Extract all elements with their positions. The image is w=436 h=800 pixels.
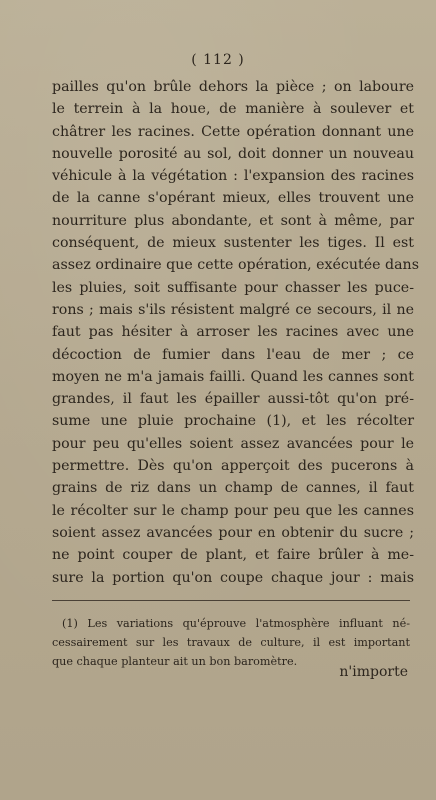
catchword: n'importe <box>339 664 408 680</box>
body-line: pailles qu'on brûle dehors la pièce ; on laboure <box>52 79 414 95</box>
body-line: rons ; mais s'ils résistent malgré ce secours, il ne <box>52 301 414 318</box>
body-line: sume une pluie prochaine (1), et les récolter <box>52 413 414 430</box>
body-line: ne point couper de plant, et faire brûler à me- <box>52 547 414 564</box>
body-line: assez ordinaire que cette opération, exécutée dans <box>52 257 419 274</box>
body-text <box>52 76 419 589</box>
footnote-line: (1) Les variations qu'éprouve l'atmosphère influant né- <box>62 617 410 630</box>
body-line: les pluies, soit suffisante pour chasser les puce- <box>52 279 414 296</box>
body-line: le terrein à la houe, de manière à soulever et <box>52 101 414 118</box>
body-line: décoction de fumier dans l'eau de mer ; ce <box>52 346 414 363</box>
body-line: le récolter sur le champ pour peu que les cannes <box>52 502 414 519</box>
footnote <box>52 614 410 671</box>
body-line: grains de riz dans un champ de cannes, il faut <box>52 480 414 497</box>
body-line: nourriture plus abondante, et sont à même, par <box>52 212 414 229</box>
body-line: faut pas hésiter à arroser les racines avec une <box>52 324 414 341</box>
body-line: de la canne s'opérant mieux, elles trouvent une <box>52 190 414 207</box>
body-line: grandes, il faut les épailler aussi-tôt qu'on pré- <box>52 391 414 408</box>
body-line: moyen ne m'a jamais failli. Quand les cannes sont <box>52 368 414 385</box>
footnote-line: cessairement sur les travaux de culture, il est important <box>52 636 410 649</box>
body-line: véhicule à la végétation : l'expansion des racines <box>52 168 414 185</box>
body-line: conséquent, de mieux sustenter les tiges. Il est <box>52 235 414 252</box>
footnote-divider <box>52 600 410 601</box>
page-number: ( 112 ) <box>191 52 245 68</box>
body-line: sure la portion qu'on coupe chaque jour : mais <box>52 569 414 586</box>
body-line: nouvelle porosité au sol, doit donner un nouveau <box>52 145 414 162</box>
footnote-line: que chaque planteur ait un bon baromètre. <box>52 655 298 668</box>
body-line: pour peu qu'elles soient assez avancées pour le <box>52 435 414 452</box>
body-line: permettre. Dès qu'on apperçoit des pucerons à <box>52 458 414 475</box>
body-line: soient assez avancées pour en obtenir du sucre ; <box>52 524 414 541</box>
body-line: châtrer les racines. Cette opération donnant une <box>52 123 414 140</box>
